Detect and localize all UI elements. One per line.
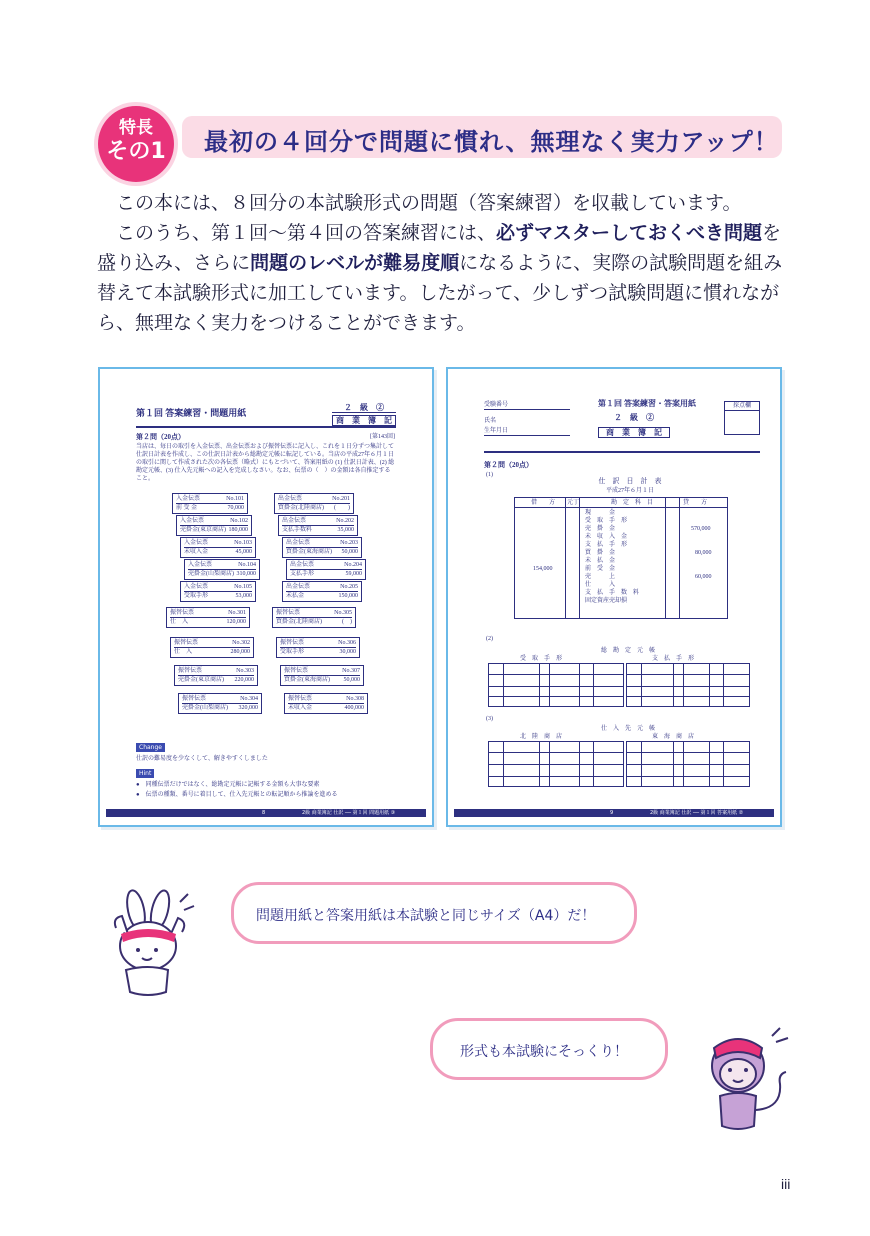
grade-label: ２ 級 ② [332,403,396,413]
hint-2: ● 伝票の種類、番号に着目して、仕入先元帳との転記順から推論を進める [136,792,338,798]
birth-rule [484,435,570,436]
journal-summary-table [514,497,728,619]
slip-204: 出金伝票 No.204 支払手形 59,000 [286,559,366,580]
sub-ledger-table-b [626,741,750,787]
slip-308: 振替伝票 No.308 未収入金 400,000 [284,693,368,714]
ledger-table-a [488,663,624,707]
shop-a-label: 北 陸 商 店 [520,734,563,740]
left-footer-page: 8 [262,810,266,816]
intro-p2-a: このうち、第１回〜第４回の答案練習には、 [116,222,497,244]
slip-101: 入金伝票 No.101 前 受 金 70,000 [172,493,248,514]
badge-label-1: 特長 [119,118,153,138]
question-paper-title: 第１回 答案練習・問題用紙 [136,408,247,418]
slip-205: 出金伝票 No.205 未払金 150,000 [282,581,362,602]
intro-p2-c: を盛り込み、さらに [97,222,782,274]
slip-105: 入金伝票 No.105 受取手形 53,000 [180,581,256,602]
right-footer-page: 9 [610,810,614,816]
name-label: 氏名 [484,418,497,424]
intro-p2-e: になるように、実際の試験問題を組み替えて本試験形式に加工しています。したがって、少しずつ試験問題に慣れながら、無理なく実力をつけることができます。 [97,252,783,334]
intro-p2-bold-1: 必ずマスターしておくべき問題 [496,222,763,244]
slip-104: 入金伝票 No.104 売掛金(山梨商店) 310,000 [184,559,260,580]
slip-307: 振替伝票 No.307 買掛金(東海商店) 50,000 [280,665,364,686]
left-footer-label: 2級 商業簿記 仕訳 ── 第１回 問題用紙 ③ [302,810,396,816]
answer-paper-title: 第１回 答案練習・答案用紙 [598,399,696,408]
ledger-table-b [626,663,750,707]
badge-label-2: その1 [106,139,166,164]
ledger-account-a: 受 取 手 形 [520,656,563,662]
page-number: iii [781,1176,791,1192]
slip-203: 出金伝票 No.203 買掛金(東海商店) 50,000 [282,537,362,558]
birth-label: 生年月日 [484,428,509,434]
exam-number-label: 受験番号 [484,402,509,408]
slip-103: 入金伝票 No.103 未収入金 45,000 [180,537,256,558]
debit-cash-value: 154,000 [533,566,553,572]
credit-value-3: 60,000 [695,574,712,580]
left-page-footer [106,809,426,817]
intro-paragraph-1: この本には、８回分の本試験形式の問題（答案練習）を収載しています。 [116,192,742,214]
speech-text-monkey: 形式も本試験にそっくり！ [460,1044,628,1060]
feature-title: 最初の４回分で問題に慣れ、無理なく実力アップ！ [204,128,779,156]
ledger-title: 総 勘 定 元 帳 [600,648,655,654]
right-page-footer [454,809,774,817]
answer-subject: 商 業 簿 記 [598,427,670,438]
section-3-label: (3) [486,716,493,722]
question-paper-page [98,367,434,827]
hint-label: Hint [136,769,154,778]
score-box [724,401,760,435]
slip-301: 振替伝票 No.301 仕 入 120,000 [166,607,250,628]
sub-ledger-table-a [488,741,624,787]
slip-305: 振替伝票 No.305 買掛金(北陸商店) ( ) [272,607,356,628]
answer-question-label: 第２問（20点） [484,461,533,469]
shop-b-label: 東 海 商 店 [652,734,695,740]
change-label: Change [136,743,165,752]
credit-value-1: 570,000 [691,526,711,532]
slip-306: 振替伝票 No.306 受取手形 30,000 [276,637,360,658]
question-text: 当店は、毎日の取引を入金伝票、出金伝票および振替伝票に記入し、これを１日分ずつ集計して仕訳日計表を作成し、この仕訳日計表から総勘定元帳に転記している。当店の平成27年６月１日の取引に関して作成された次の各伝票（略式）にもとづいて、答案用紙の (1) 仕訳日計表、(2) 総勘定元帳、(3) 仕入先元帳への記入を完成しなさい。なお、伝票の（ ）の金額は各自推定すること。 [136,444,395,482]
slip-202: 出金伝票 No.202 支払手数料 35,000 [278,515,358,536]
slip-304: 振替伝票 No.304 売掛金(山梨商店) 320,000 [178,693,262,714]
exam-number-rule [484,409,570,410]
answer-grade: ２ 級 ② [614,413,654,422]
answer-title-rule [484,451,760,453]
answer-paper-page [446,367,782,827]
question-tag: [第143回] [370,434,395,440]
speech-bubble-monkey [430,1018,668,1080]
feature-title-band [182,116,782,158]
title-rule [136,426,396,428]
score-label: 採点欄 [725,402,759,411]
speech-text-rabbit: 問題用紙と答案用紙は本試験と同じサイズ（A4）だ！ [256,908,596,924]
journal-table-title: 仕 訳 日 計 表 [598,477,662,485]
speech-bubble-rabbit [231,882,637,944]
account-list: 現 金 受 取 手 形 売 掛 金 未 収 入 金 支 払 手 形 買 掛 金 未 払 金 前 受 金 売 上 仕 入 支 払 手 数 料 固定資産売却損 [585,510,640,604]
slip-302: 振替伝票 No.302 仕 入 280,000 [170,637,254,658]
slip-303: 振替伝票 No.303 売掛金(東京商店) 220,000 [174,665,258,686]
col-ref: 元丁 [567,500,580,506]
rabbit-mascot-illustration [96,888,206,1000]
col-debit: 借 方 [531,500,556,506]
section-2-label: (2) [486,636,493,642]
credit-value-2: 80,000 [695,550,712,556]
hint-1: ● 同種伝票だけではなく、総勘定元帳に記帳する金額も大事な要素 [136,782,320,788]
intro-p2-bold-2: 問題のレベルが難易度順 [250,252,460,274]
monkey-mascot-illustration [696,1026,796,1136]
question-label: 第２問（20点） [136,433,185,441]
sub-ledger-title: 仕 入 先 元 帳 [600,726,655,732]
slip-201: 出金伝票 No.201 買掛金(北陸商店) ( ) [274,493,354,514]
subject-label: 商 業 簿 記 [332,415,396,426]
section-1-label: (1) [486,472,493,478]
col-account: 勘 定 科 目 [611,500,654,506]
ledger-account-b: 支 払 手 形 [652,656,695,662]
intro-paragraph-2 [97,218,787,338]
slip-102: 入金伝票 No.102 売掛金(東京商店) 180,000 [176,515,252,536]
journal-table-date: 平成27年６月１日 [605,488,654,494]
change-text: 仕訳の難易度を少なくして、解きやすくしました [136,756,268,762]
intro-text [97,188,787,338]
col-credit: 貸 方 [683,500,708,506]
right-footer-label: 2級 商業簿記 仕訳 ── 第１回 答案用紙 ② [650,810,744,816]
feature-badge [98,106,174,182]
